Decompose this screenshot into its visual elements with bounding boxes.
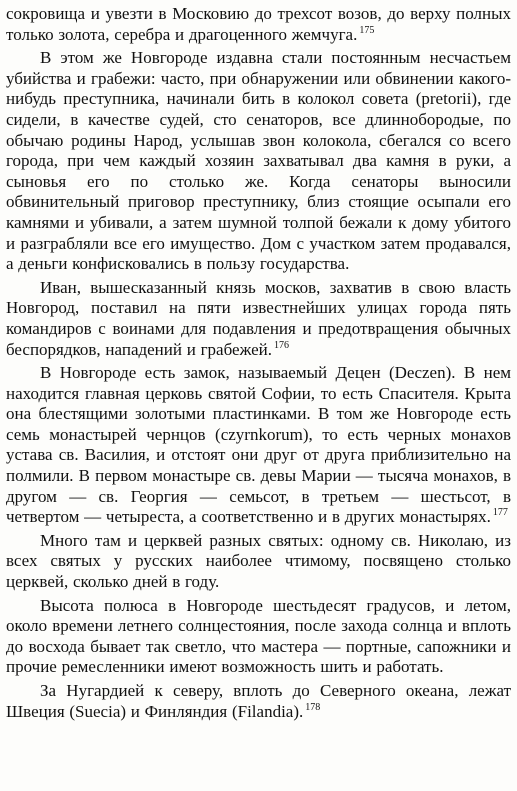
paragraph-text: Высота полюса в Новгороде шестьдесят градусов, и летом, около времени летнего солнцестояния, после захода солнца и вплоть до восхода бывает так светло, что мастера — портные, сапожники и прочие ремесленники имеют возможность шить и работать. [6, 595, 511, 677]
footnote-marker[interactable]: 175 [359, 24, 375, 36]
paragraph-text: За Нугардией к северу, вплоть до Северного океана, лежат Швеция (Suecia) и Финляндия (Filandia). [6, 681, 511, 721]
footnote-marker[interactable]: 176 [273, 339, 289, 351]
paragraph [6, 681, 511, 722]
paragraph [6, 278, 511, 360]
paragraph [6, 363, 511, 528]
paragraph-text: В этом же Новгороде издавна стали постоянным несчастьем убийства и грабежи: часто, при обнаружении или обвинении какого-нибудь преступника, начинали бить в колокол совета (pretorii), где сидели, в качестве судей, сто сенаторов, все длиннобородые, по обычаю родины Народ, услышав звон колокола, сбегался со всего города, при чем каждый хозяин захватывал два камня в руки, а сыновья его по столько же. Когда сенаторы выносили обвинительный приговор преступнику, близ стоящие осыпали его камнями и убивали, а затем шумной толпой бежали к дому убитого и разграбляли все его имущество. Дом с участком затем продавался, а деньги конфисковались в пользу государства. [6, 48, 511, 274]
paragraph [6, 4, 511, 45]
footnote-marker[interactable]: 177 [492, 507, 508, 519]
paragraph [6, 596, 511, 678]
paragraph-text: В Новгороде есть замок, называемый Децен (Deczen). В нем находится главная церковь святой Софии, то есть Спасителя. Крыта она блестящими золотыми пластинками. В том же Новгороде есть семь монастырей чернцов (czyrnkorum), то есть черных монахов устава св. Василия, и отстоят они друг от друга приблизительно на полмили. В первом монастыре св. девы Марии — тысяча монахов, в другом — св. Георгия — семьсот, в третьем — шестьсот, в четвертом — четыреста, а соответственно и в других монастырях. [6, 363, 511, 527]
paragraph [6, 531, 511, 593]
paragraph-text: Много там и церквей разных святых: одному св. Николаю, из всех святых у русских наиболее чтимому, посвящено столько церквей, сколько дней в году. [6, 530, 511, 592]
footnote-marker[interactable]: 178 [305, 701, 321, 713]
paragraph-text: сокровища и увезти в Московию до трехсот возов, до верху полных только золота, серебра и драгоценного жемчуга. [6, 4, 511, 44]
paragraph [6, 48, 511, 275]
paragraph-text: Иван, вышесказанный князь москов, захватив в свою власть Новгород, поставил на пяти известнейших улицах города пять командиров с воинами для подавления и предотвращения обычных беспорядков, нападений и грабежей. [6, 277, 511, 359]
